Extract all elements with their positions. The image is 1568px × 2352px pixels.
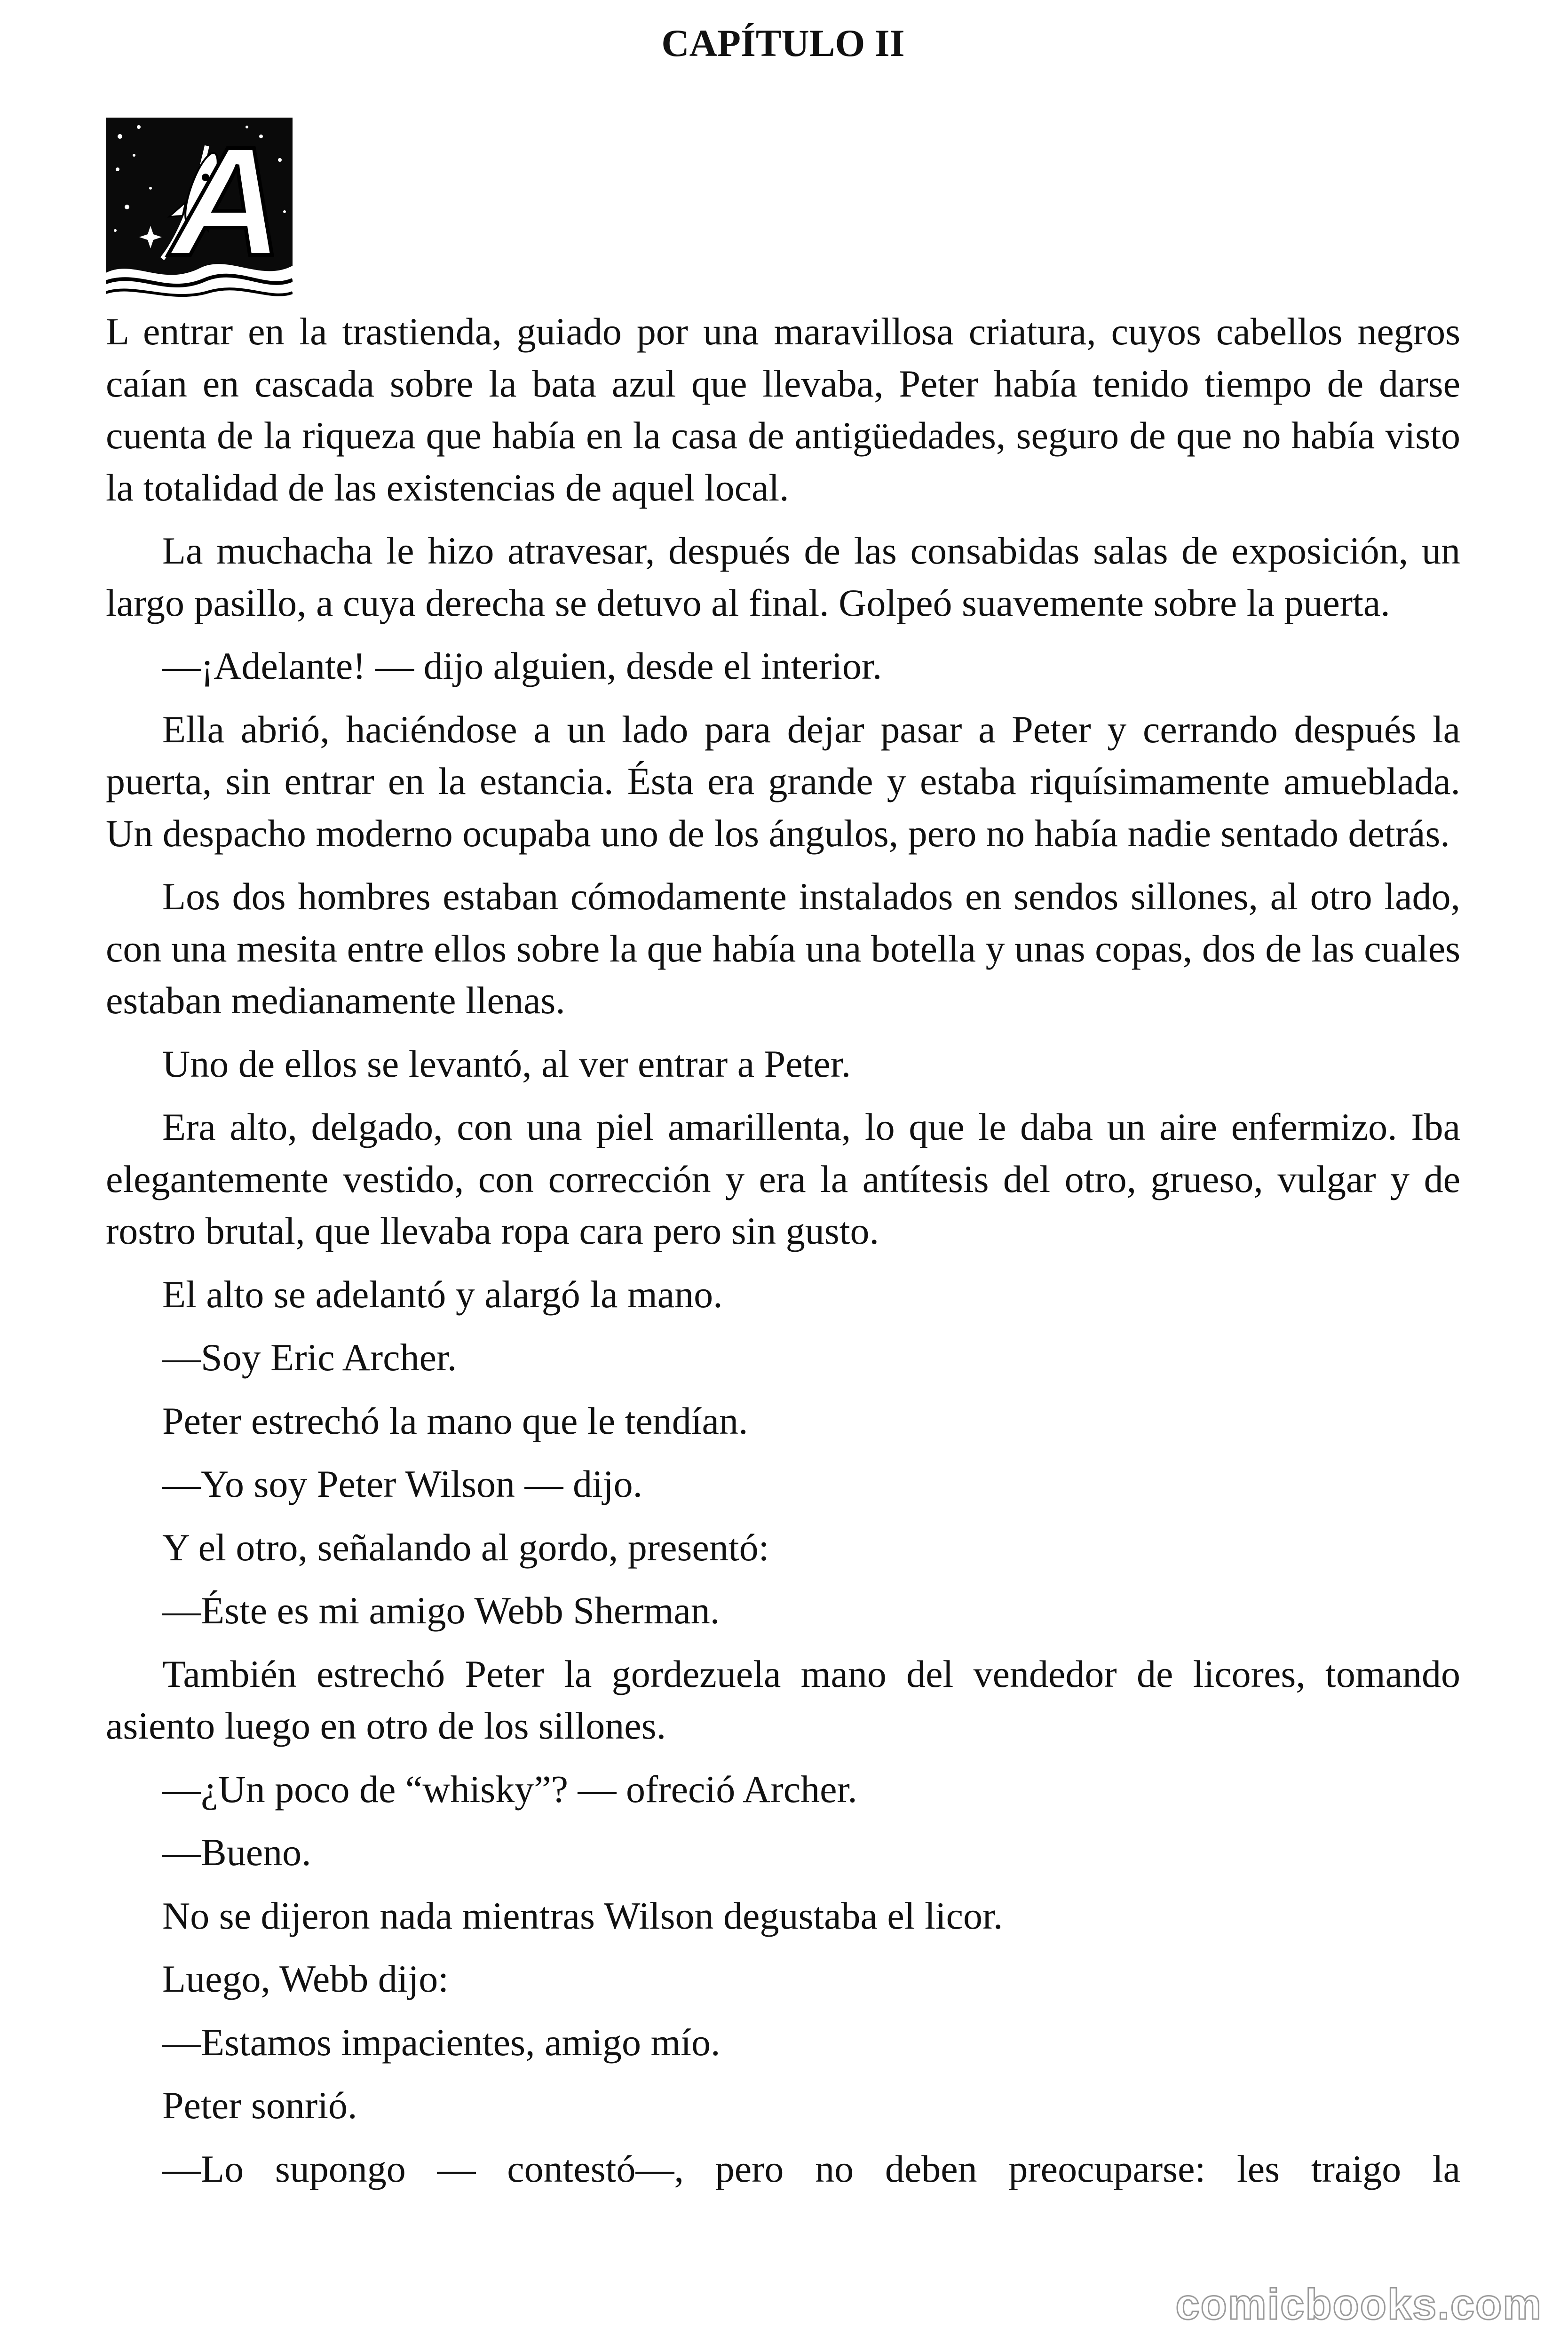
paragraph: Era alto, delgado, con una piel amarillenta, lo que le daba un aire enfermizo. Iba elegantemente vestido, con corrección y era la antítesis del otro, grueso, vulgar y de rostro brutal, que llevaba ropa cara pero sin gusto.: [106, 1105, 1460, 1252]
paragraph: No se dijeron nada mientras Wilson degustaba el licor.: [162, 1894, 1003, 1937]
drop-cap-letter: A: [171, 118, 284, 288]
paragraph: Y el otro, señalando al gordo, presentó:: [162, 1526, 769, 1569]
book-page: [106, 0, 1460, 2352]
paragraph: —Lo supongo — contestó—, pero no deben preocuparse: les traigo la: [162, 2147, 1460, 2190]
paragraph: Uno de ellos se levantó, al ver entrar a Peter.: [162, 1042, 851, 1085]
paragraph: —¡Adelante! — dijo alguien, desde el interior.: [162, 644, 882, 687]
paragraph: Peter sonrió.: [162, 2084, 357, 2127]
rocket-drop-cap-icon: [106, 118, 293, 304]
paragraph: Luego, Webb dijo:: [162, 1957, 449, 2000]
chapter-body: [106, 306, 1460, 2206]
paragraph: Los dos hombres estaban cómodamente instalados en sendos sillones, al otro lado, con una mesita entre ellos sobre la que había una botella y unas copas, dos de las cuales estaban medianamente llenas.: [106, 875, 1460, 1022]
paragraph: También estrechó Peter la gordezuela mano del vendedor de licores, tomando asiento luego en otro de los sillones.: [106, 1652, 1460, 1747]
drop-cap-illustration: [106, 118, 293, 304]
paragraph: Peter estrechó la mano que le tendían.: [162, 1399, 748, 1442]
paragraph: El alto se adelantó y alargó la mano.: [162, 1272, 723, 1316]
watermark: comicbooks.com: [1175, 2280, 1542, 2328]
paragraph: L entrar en la trastienda, guiado por una maravillosa criatura, cuyos cabellos negros caían en cascada sobre la bata azul que llevaba, Peter había tenido tiempo de darse cuenta de la riqueza que había en la casa de antigüedades, seguro de que no había visto la totalidad de las existencias de aquel local.: [106, 310, 1460, 509]
paragraph: —Yo soy Peter Wilson — dijo.: [162, 1462, 643, 1505]
paragraph: —Éste es mi amigo Webb Sherman.: [162, 1589, 720, 1632]
paragraph: —¿Un poco de “whisky”? — ofreció Archer.: [162, 1767, 857, 1811]
paragraph: La muchacha le hizo atravesar, después de las consabidas salas de exposición, un largo pasillo, a cuya derecha se detuvo al final. Golpeó suavemente sobre la puerta.: [106, 529, 1460, 624]
paragraph: —Bueno.: [162, 1831, 311, 1874]
chapter-title: CAPÍTULO II: [661, 22, 905, 64]
paragraph: Ella abrió, haciéndose a un lado para dejar pasar a Peter y cerrando después la puerta, sin entrar en la estancia. Ésta era grande y estaba riquísimamente amueblada. Un despacho moderno ocupaba uno de los ángulos, pero no había nadie sentado detrás.: [106, 707, 1460, 855]
paragraph: —Soy Eric Archer.: [162, 1336, 457, 1379]
paragraph: —Estamos impacientes, amigo mío.: [162, 2020, 721, 2064]
